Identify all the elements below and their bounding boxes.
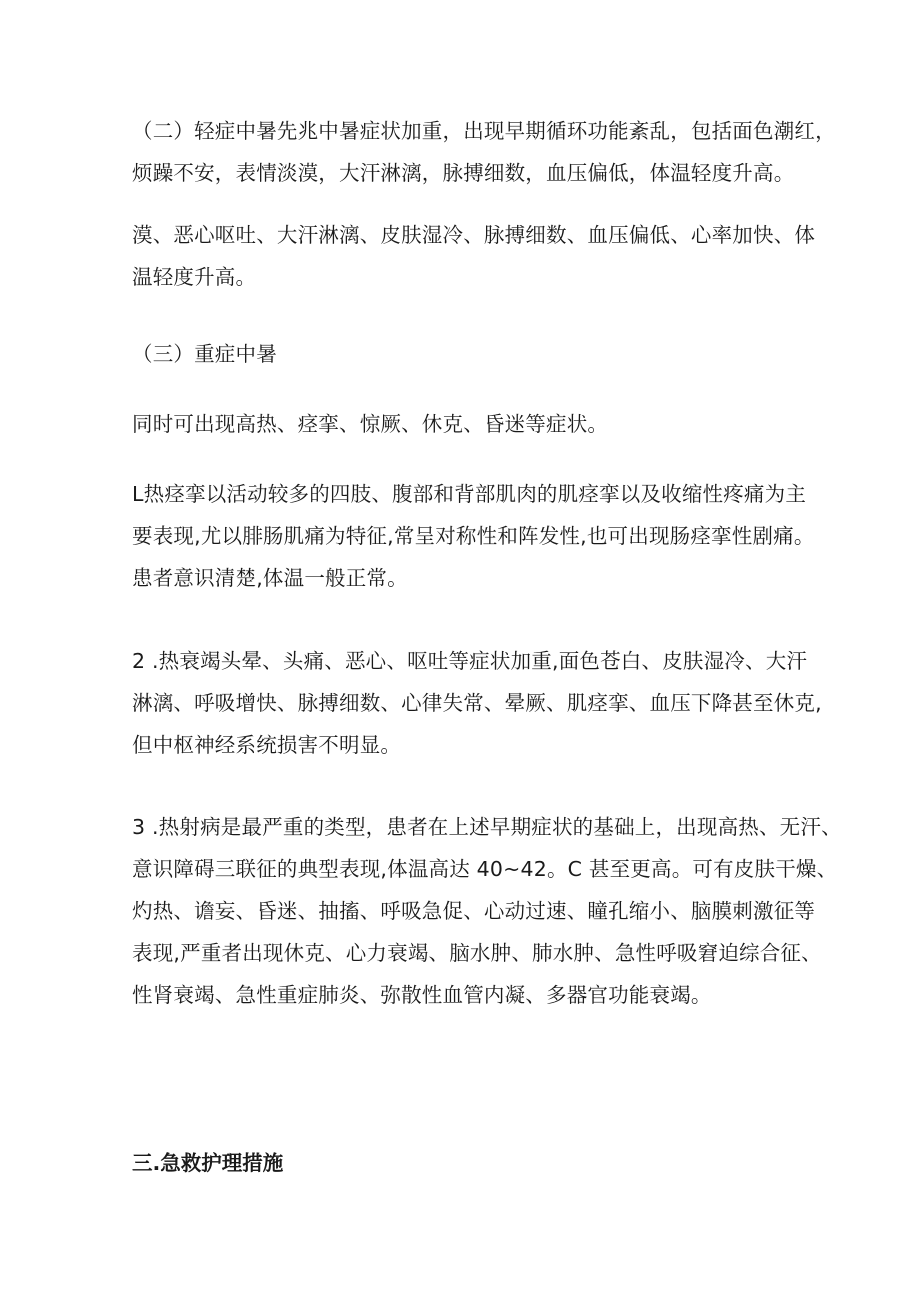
text-line: 患者意识清楚,体温一般正常。 xyxy=(132,566,408,590)
text-line: 温轻度升高。 xyxy=(132,265,257,289)
text-line: 表现,严重者出现休克、心力衰竭、脑水肿、肺水肿、急性呼吸窘迫综合征、 xyxy=(132,941,822,965)
text-line: 烦躁不安，表情淡漠，大汗淋漓，脉搏细数，血压偏低，体温轻度升高。 xyxy=(132,161,795,185)
paragraph-heat-cramps xyxy=(132,473,822,599)
text-line: L热痉挛以活动较多的四肢、腹部和背部肌肉的肌痉挛以及收缩性疼痛为主 xyxy=(132,482,807,506)
text-line: （三）重症中暑 xyxy=(132,342,277,366)
paragraph-heat-exhaustion xyxy=(132,640,822,766)
text-line: 同时可出现高热、痉挛、惊厥、休克、昏迷等症状。 xyxy=(132,412,609,436)
text-line: 意识障碍三联征的典型表现,体温高达 40~42。C 甚至更高。可有皮肤干燥、 xyxy=(132,857,838,881)
subheading-severe-heatstroke xyxy=(132,333,822,375)
text-line: （二）轻症中暑先兆中暑症状加重，出现早期循环功能紊乱，包括面色潮红， xyxy=(132,119,836,143)
paragraph-mild-heatstroke xyxy=(132,110,836,194)
text-line: 性肾衰竭、急性重症肺炎、弥散性血管内凝、多器官功能衰竭。 xyxy=(132,983,712,1007)
text-line: 2 .热衰竭头晕、头痛、恶心、呕吐等症状加重,面色苍白、皮肤湿冷、大汗 xyxy=(132,649,808,673)
text-line: 淋漓、呼吸增快、脉搏细数、心律失常、晕厥、肌痉挛、血压下降甚至休克, xyxy=(132,691,822,715)
text-line: 但中枢神经系统损害不明显。 xyxy=(132,733,402,757)
paragraph-severe-symptoms xyxy=(132,403,822,445)
text-line: 灼热、谵妄、昏迷、抽搐、呼吸急促、心动过速、瞳孔缩小、脑膜刺激征等 xyxy=(132,899,816,923)
paragraph-symptoms-continued xyxy=(132,214,822,298)
text-line: 要表现,尤以腓肠肌痛为特征,常呈对称性和阵发性,也可出现肠痉挛性剧痛。 xyxy=(132,524,815,548)
text-line: 漠、恶心呕吐、大汗淋漓、皮肤湿冷、脉搏细数、血压偏低、心率加快、体 xyxy=(132,223,816,247)
paragraph-heat-stroke xyxy=(132,806,842,1016)
section-heading: 三.急救护理措施 xyxy=(132,1151,284,1175)
text-line: 3 .热射病是最严重的类型，患者在上述早期症状的基础上，出现高热、无汗、 xyxy=(132,815,842,839)
